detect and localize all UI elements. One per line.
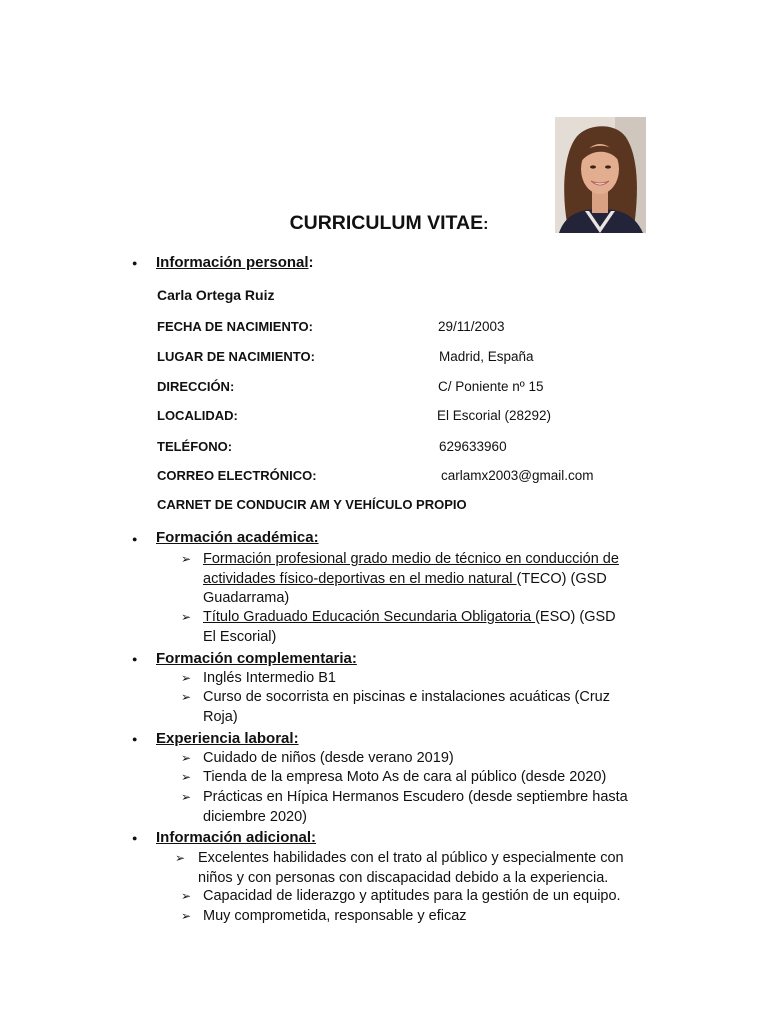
title-suffix: :: [483, 216, 489, 233]
list-item-academic-2: [203, 608, 616, 647]
additional-heading-text: Información adicional:: [156, 829, 317, 846]
item-text: Tienda de la empresa Moto As de cara al público (desde 2020): [203, 769, 607, 785]
arrow-bullet-icon: ➢: [181, 690, 192, 704]
item-text: (TECO) (GSD: [516, 570, 607, 587]
item-text: Guadarrama): [203, 590, 290, 606]
section-heading-personal: [156, 254, 314, 271]
work-heading-text: Experiencia laboral:: [156, 730, 299, 747]
bullet-icon: ●: [132, 258, 138, 268]
arrow-bullet-icon: ➢: [181, 610, 192, 624]
list-item-additional-3: [203, 907, 467, 927]
list-item-work-1: [203, 749, 454, 769]
list-item-additional-2: [203, 887, 621, 907]
list-item-work-3: [203, 788, 628, 827]
driving-license: CARNET DE CONDUCIR AM Y VEHÍCULO PROPIO: [157, 497, 467, 512]
field-label-email: CORREO ELECTRÓNICO:: [157, 468, 317, 483]
field-label-phone: TELÉFONO:: [157, 439, 233, 454]
item-text: actividades físico-deportivas en el medio natural: [203, 570, 517, 587]
arrow-bullet-icon: ➢: [181, 751, 192, 765]
complementary-heading-text: Formación complementaria:: [156, 650, 357, 667]
item-text: Excelentes habilidades con el trato al público y especialmente con: [198, 850, 624, 866]
bullet-icon: ●: [132, 534, 138, 544]
arrow-bullet-icon: ➢: [175, 851, 186, 865]
personal-heading-suffix: :: [308, 254, 314, 271]
arrow-bullet-icon: ➢: [181, 671, 192, 685]
list-item-academic-1: [203, 550, 619, 609]
document-title: [0, 212, 768, 235]
arrow-bullet-icon: ➢: [181, 909, 192, 923]
item-text: Roja): [203, 708, 238, 725]
item-text: Formación profesional grado medio de técnico en conducción de: [203, 551, 619, 567]
field-label-address: DIRECCIÓN:: [157, 379, 235, 394]
list-item-complementary-2: [203, 688, 610, 727]
list-item-additional-1: [198, 849, 624, 888]
field-label-locality: LOCALIDAD:: [157, 408, 238, 423]
list-item-complementary-1: [203, 669, 336, 689]
item-text: Capacidad de liderazgo y aptitudes para la gestión de un equipo.: [203, 888, 621, 904]
item-text: Prácticas en Hípica Hermanos Escudero (desde septiembre hasta: [203, 789, 628, 805]
item-text: Cuidado de niños (desde verano 2019): [203, 750, 454, 766]
item-text: diciembre 2020): [203, 808, 307, 825]
section-heading-academic: [156, 529, 319, 546]
item-text: niños y con personas con discapacidad debido a la experiencia.: [198, 869, 609, 886]
item-text: Muy comprometida, responsable y eficaz: [203, 908, 467, 924]
section-heading-additional: [156, 829, 316, 846]
title-text: CURRICULUM VITAE: [289, 212, 484, 234]
bullet-icon: ●: [132, 734, 138, 744]
field-value-birthdate: 29/11/2003: [438, 319, 505, 334]
bullet-icon: ●: [132, 833, 138, 843]
personal-heading-text: Información personal: [156, 254, 309, 271]
bullet-icon: ●: [132, 654, 138, 664]
item-text: Curso de socorrista en piscinas e instalaciones acuáticas (Cruz: [203, 689, 610, 705]
item-text: Título Graduado Educación Secundaria Obligatoria: [203, 609, 536, 625]
arrow-bullet-icon: ➢: [181, 552, 192, 566]
item-text: Inglés Intermedio B1: [203, 670, 336, 686]
field-value-locality: El Escorial (28292): [437, 408, 552, 423]
item-text: El Escorial): [203, 628, 277, 645]
arrow-bullet-icon: ➢: [181, 770, 192, 784]
field-value-birthplace: Madrid, España: [439, 349, 534, 364]
arrow-bullet-icon: ➢: [181, 889, 192, 903]
field-value-address: C/ Poniente nº 15: [438, 379, 544, 394]
arrow-bullet-icon: ➢: [181, 790, 192, 804]
list-item-work-2: [203, 768, 606, 788]
section-heading-complementary: [156, 650, 357, 667]
field-label-birthplace: LUGAR DE NACIMIENTO:: [157, 349, 315, 364]
field-value-email: carlamx2003@gmail.com: [441, 468, 594, 483]
field-value-phone: 629633960: [439, 439, 507, 454]
item-text: (ESO) (GSD: [535, 609, 616, 625]
academic-heading-text: Formación académica:: [156, 529, 319, 546]
full-name: Carla Ortega Ruiz: [157, 287, 275, 303]
field-label-birthdate: FECHA DE NACIMIENTO:: [157, 319, 313, 334]
section-heading-work: [156, 730, 299, 747]
